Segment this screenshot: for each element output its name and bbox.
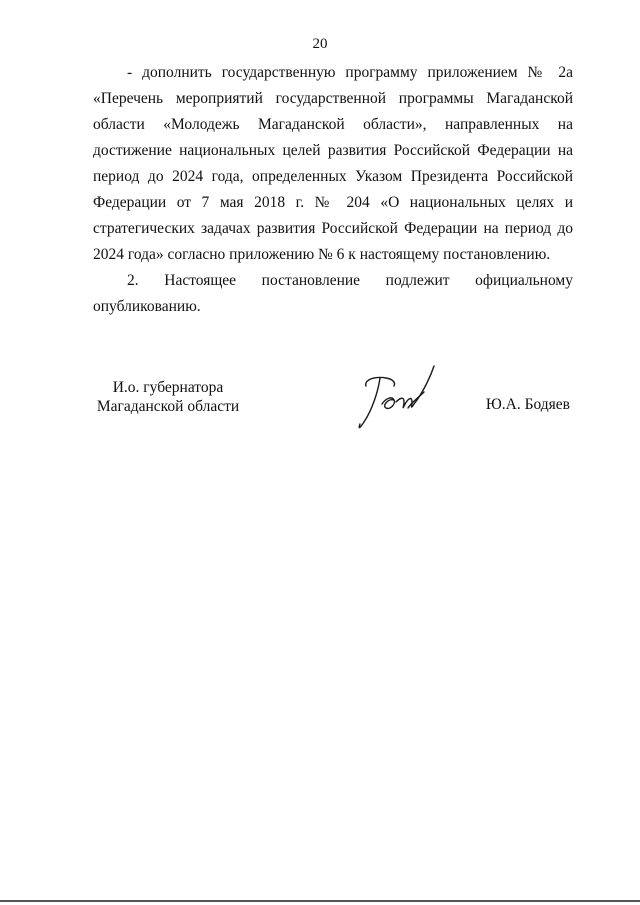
paragraph-amendment: - дополнить государственную программу приложением № 2а «Перечень мероприятий государственной программы Магаданской области «Молодежь Магаданской области», направленных на достижение национальных целей развития Российской Федерации на период до 2024 года, определенных Указом Президента Российской Федерации от 7 мая 2018 г. № 204 «О национальных целях и стратегических задачах развития Российской Федерации на период до 2024 года» согласно приложению № 6 к настоящему постановлению.: [93, 64, 573, 263]
paragraph-publication: 2. Настоящее постановление подлежит официальному опубликованию.: [93, 272, 573, 315]
signatory-position-line1: И.о. губернатора: [112, 379, 224, 396]
page-number: 20: [312, 36, 328, 52]
page-bottom-edge: [0, 900, 640, 902]
signatory-position-line2: Магаданской области: [96, 398, 240, 415]
signatory-name: Ю.А. Бодяев: [485, 396, 570, 413]
handwritten-signature: [352, 358, 442, 438]
document-body: [93, 60, 573, 320]
signatory-position: [93, 378, 243, 416]
